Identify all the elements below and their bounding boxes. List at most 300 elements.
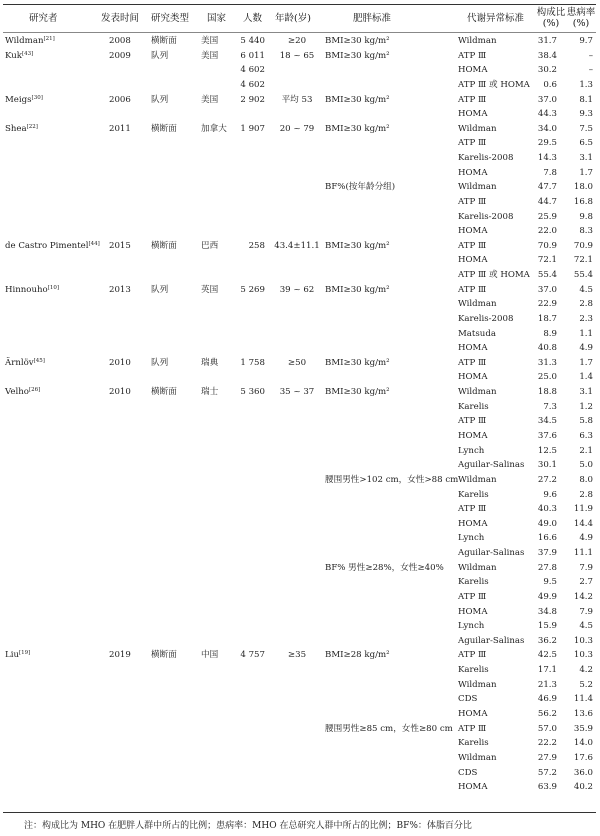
cell-type [151,473,201,487]
cell-country [201,210,239,224]
table-row [3,210,596,224]
table-row [3,239,596,253]
cell-year [109,195,145,209]
cell-prev: 70.9 [573,240,593,251]
cell-prev: 4.5 [579,284,593,295]
cell-metabolic: ATP Ⅲ 或 HOMA [458,270,530,281]
cell-ratio: 27.8 [537,562,557,573]
cell-age [271,400,323,414]
cell-type [151,692,201,706]
cell-ratio: 30.2 [537,65,557,76]
cell-obesity: BMI≥30 kg/m² [325,50,390,61]
cell-age [271,678,323,692]
cell-metabolic: ATP Ⅲ [458,196,487,207]
cell-age [271,268,323,282]
cell-type: 横断面 [151,650,177,661]
cell-prev: 9.7 [579,36,593,46]
cell-age [271,590,323,604]
cell-ratio: 37.9 [537,548,557,559]
header-ratio [535,7,567,29]
table-row [3,692,596,706]
table-row [3,780,596,794]
cell-n [235,312,265,326]
cell-obesity [325,546,457,560]
cell-metabolic: Lynch [458,533,485,544]
cell-author [5,166,109,180]
header-country: 国家 [207,13,227,24]
cell-n [235,473,265,487]
cell-prev: 2.8 [579,489,593,500]
cell-prev: 10.3 [573,650,593,661]
cell-author [5,678,109,692]
cell-obesity [325,78,457,92]
cell-prev: 4.9 [579,343,593,354]
cell-age [271,429,323,443]
cell-n [235,590,265,604]
cell-n [235,751,265,765]
cell-age: 39 ~ 62 [279,284,315,295]
cell-type [151,414,201,428]
table-row [3,151,596,165]
cell-obesity: BMI≥30 kg/m² [325,123,390,134]
cell-country: 巴西 [201,240,219,251]
cell-country [201,736,239,750]
cell-country: 中国 [201,650,219,661]
cell-country [201,488,239,502]
cell-author [5,473,109,487]
cell-metabolic: Karelis [458,401,489,412]
cell-metabolic: ATP Ⅲ 或 HOMA [458,79,530,90]
cell-metabolic: Karelis-2008 [458,313,514,324]
cell-n [235,605,265,619]
cell-prev: 11.1 [573,548,593,559]
cell-country [201,268,239,282]
cell-type [151,151,201,165]
cell-prev: 55.4 [573,270,593,281]
cell-country [201,502,239,516]
cell-author [5,531,109,545]
cell-obesity [325,268,457,282]
header-n: 人数 [243,13,263,24]
cell-obesity [325,780,457,794]
cell-prev: 14.2 [573,591,593,602]
cell-age [271,561,323,575]
cell-ratio: 44.3 [537,109,557,120]
cell-obesity [325,663,457,677]
cell-age [271,488,323,502]
cell-obesity [325,166,457,180]
cell-age [271,444,323,458]
cell-country [201,429,239,443]
cell-prev: 13.6 [573,708,593,719]
cell-author [5,575,109,589]
cell-author [5,180,109,194]
cell-author [5,429,109,443]
cell-n [235,297,265,311]
cell-ratio: 12.5 [537,445,557,456]
cell-country [201,517,239,531]
cell-prev: 11.4 [573,694,593,705]
cell-age [271,575,323,589]
author-name: Wildman [5,36,44,46]
cell-year [109,561,145,575]
cell-n: 258 [248,240,265,251]
cell-year: 2013 [109,284,131,295]
cell-obesity: BMI≥30 kg/m² [325,387,390,398]
cell-metabolic: ATP Ⅲ [458,284,487,295]
cell-prev: 1.4 [579,372,593,383]
cell-ratio: 14.3 [537,153,557,164]
cell-obesity [325,736,457,750]
cell-obesity [325,458,457,472]
cell-type [151,634,201,648]
cell-obesity [325,488,457,502]
cell-type [151,751,201,765]
cell-ratio: 72.1 [537,255,557,266]
cell-age [271,341,323,355]
cell-age [271,473,323,487]
cell-ratio: 34.0 [537,123,557,134]
author-name: de Castro Pimentel [5,240,89,251]
cell-prev: 17.6 [573,752,593,763]
cell-prev: – [588,65,593,76]
header-obesity: 肥胖标准 [353,13,392,24]
table-row [3,619,596,633]
cell-ratio: 36.2 [537,635,557,646]
cell-prev: 14.4 [573,518,593,529]
cell-age [271,312,323,326]
cell-n [235,663,265,677]
cell-author [5,356,109,370]
cell-ratio: 22.2 [537,738,557,749]
cell-year [109,253,145,267]
table-row [3,561,596,575]
cell-year [109,751,145,765]
cell-prev: 18.0 [573,182,593,193]
cell-n [235,502,265,516]
citation-ref: [44] [88,240,100,247]
cell-obesity [325,517,457,531]
cell-n [235,488,265,502]
cell-author [5,488,109,502]
cell-prev: 6.3 [579,431,593,441]
cell-obesity [325,327,457,341]
cell-age: 20 ~ 79 [279,123,315,134]
cell-year [109,692,145,706]
cell-age [271,531,323,545]
cell-year [109,707,145,721]
cell-prev: 1.1 [579,328,593,339]
citation-ref: [22] [26,123,38,130]
cell-obesity: BMI≥30 kg/m² [325,357,390,368]
cell-metabolic: HOMA [458,226,488,237]
cell-obesity: 腰围男性>102 cm，女性>88 cm [325,474,459,485]
citation-ref: [43] [21,50,34,57]
author-name: Meigs [5,94,32,105]
cell-ratio: 49.0 [537,518,557,529]
table-row [3,444,596,458]
table-row [3,751,596,765]
table-row [3,78,596,92]
cell-ratio: 56.2 [537,708,557,719]
cell-ratio: 9.6 [543,489,557,500]
cell-ratio: 31.3 [537,357,557,368]
author-name: Kuk [5,50,22,61]
cell-author [5,458,109,472]
table-row [3,253,596,267]
cell-n [235,458,265,472]
cell-type [151,210,201,224]
cell-ratio: 25.9 [537,211,557,222]
cell-n [235,370,265,384]
cell-age: 平均 53 [281,94,313,105]
cell-year [109,634,145,648]
cell-year [109,722,145,736]
cell-metabolic: HOMA [458,343,488,354]
table-row [3,49,596,63]
cell-age [271,195,323,209]
cell-ratio: 34.8 [537,606,557,617]
cell-country [201,370,239,384]
cell-author [5,707,109,721]
cell-metabolic: HOMA [458,782,488,793]
header-author: 研究者 [29,13,58,24]
cell-year [109,327,145,341]
cell-n [235,692,265,706]
cell-prev: 7.9 [579,562,593,573]
cell-metabolic: ATP Ⅲ [458,357,487,368]
cell-author [5,400,109,414]
cell-author [5,224,109,238]
header-age: 年龄(岁) [275,13,311,24]
cell-ratio: 49.9 [537,591,557,602]
cell-obesity [325,312,457,326]
cell-type [151,78,201,92]
cell-obesity [325,678,457,692]
cell-year [109,297,145,311]
cell-author [5,546,109,560]
cell-obesity [325,766,457,780]
cell-ratio: 22.9 [537,299,557,310]
cell-n [235,195,265,209]
cell-year [109,619,145,633]
cell-year: 2006 [109,94,131,105]
cell-prev: 5.0 [579,460,593,471]
cell-prev: 4.5 [579,621,593,632]
cell-metabolic: Lynch [458,445,485,456]
cell-metabolic: HOMA [458,708,488,719]
cell-n [235,341,265,355]
cell-type [151,780,201,794]
table-row [3,136,596,150]
cell-country [201,531,239,545]
cell-prev: 2.1 [579,445,593,456]
cell-n [235,531,265,545]
cell-prev: 2.3 [579,313,593,324]
cell-year [109,224,145,238]
cell-metabolic: Wildman [458,474,497,485]
cell-prev: – [588,50,593,61]
cell-age [271,327,323,341]
cell-age [271,180,323,194]
cell-n [235,268,265,282]
cell-country: 加拿大 [201,123,227,134]
cell-metabolic: Aguilar-Salinas [458,460,525,471]
cell-ratio: 34.5 [537,416,557,427]
table-row [3,517,596,531]
cell-type [151,590,201,604]
cell-year [109,458,145,472]
cell-prev: 7.9 [579,606,593,617]
table-row [3,107,596,121]
cell-metabolic: Wildman [458,752,497,763]
citation-ref: [30] [31,94,43,101]
cell-year [109,268,145,282]
cell-ratio: 21.3 [537,679,557,690]
header-type: 研究类型 [151,13,190,24]
cell-year: 2010 [109,387,131,398]
header-prevalence [566,7,596,29]
cell-obesity [325,605,457,619]
cell-age: ≥35 [287,650,307,661]
cell-year [109,136,145,150]
cell-author [5,561,109,575]
cell-age: 35 ~ 37 [279,387,315,398]
cell-ratio: 57.2 [537,767,557,778]
cell-author [5,692,109,706]
cell-year: 2015 [109,240,131,251]
cell-obesity [325,502,457,516]
table-row [3,648,596,662]
cell-prev: 40.2 [573,782,593,793]
cell-obesity [325,224,457,238]
cell-country [201,575,239,589]
header-prevalence-line2: (%) [572,18,590,29]
cell-type [151,678,201,692]
cell-author [5,34,109,48]
header-prevalence-line1: 患病率 [566,7,596,18]
cell-metabolic: HOMA [458,372,488,383]
cell-ratio: 37.0 [537,284,557,295]
cell-age [271,224,323,238]
cell-prev: 35.9 [573,723,593,734]
cell-ratio: 40.8 [537,343,557,354]
cell-ratio: 37.0 [537,94,557,105]
cell-year [109,400,145,414]
cell-prev: 1.7 [579,357,593,368]
table-row [3,634,596,648]
cell-country: 瑞士 [201,387,219,398]
cell-metabolic: ATP Ⅲ [458,591,487,602]
cell-n [235,253,265,267]
cell-year [109,63,145,77]
cell-n [235,707,265,721]
cell-year [109,78,145,92]
cell-obesity [325,429,457,443]
cell-n: 6 011 [240,50,265,61]
cell-obesity [325,692,457,706]
cell-metabolic: HOMA [458,431,488,441]
author-name: Velho [5,387,29,398]
cell-year [109,429,145,443]
cell-n: 2 902 [240,94,265,105]
cell-metabolic: HOMA [458,606,488,617]
cell-type [151,370,201,384]
cell-age [271,619,323,633]
cell-type [151,63,201,77]
header-metabolic: 代谢异常标准 [467,13,525,24]
cell-year [109,473,145,487]
table-header [3,4,596,32]
cell-prev: 36.0 [573,767,593,778]
cell-country: 美国 [201,50,219,61]
cell-age [271,502,323,516]
cell-prev: 5.2 [579,679,593,690]
citation-ref: [21] [43,36,55,42]
cell-metabolic: Wildman [458,182,497,193]
cell-author [5,341,109,355]
cell-ratio: 25.0 [537,372,557,383]
cell-n [235,224,265,238]
cell-age [271,136,323,150]
cell-obesity [325,619,457,633]
cell-age [271,766,323,780]
cell-age [271,78,323,92]
cell-age [271,707,323,721]
cell-author [5,136,109,150]
cell-age [271,546,323,560]
cell-obesity: 腰围男性≥85 cm，女性≥80 cm [325,723,453,734]
cell-type [151,619,201,633]
author-name: Ärnlöv [5,357,34,368]
cell-type [151,136,201,150]
cell-prev: 2.7 [579,577,593,588]
cell-ratio: 7.3 [543,401,557,412]
cell-metabolic: HOMA [458,65,488,76]
cell-n: 5 360 [240,387,265,398]
cell-country [201,692,239,706]
cell-country [201,678,239,692]
cell-year [109,341,145,355]
cell-country [201,312,239,326]
cell-author [5,327,109,341]
cell-n [235,780,265,794]
cell-n [235,678,265,692]
cell-country [201,107,239,121]
cell-ratio: 16.6 [537,533,557,544]
table-row [3,341,596,355]
cell-ratio: 27.2 [537,474,557,485]
cell-age [271,517,323,531]
cell-metabolic: Wildman [458,679,497,690]
cell-year: 2019 [109,650,131,661]
cell-metabolic: ATP Ⅲ [458,138,487,149]
table-row [3,575,596,589]
cell-ratio: 0.6 [543,79,557,90]
cell-author [5,312,109,326]
cell-year [109,590,145,604]
cell-ratio: 57.0 [537,723,557,734]
header-bottom-rule [3,32,596,33]
cell-author [5,253,109,267]
cell-year: 2010 [109,357,131,368]
cell-ratio: 7.8 [543,167,557,178]
cell-author [5,195,109,209]
cell-country: 瑞典 [201,357,219,368]
cell-metabolic: Karelis [458,489,489,500]
cell-type [151,517,201,531]
cell-n: 1 758 [240,357,265,368]
